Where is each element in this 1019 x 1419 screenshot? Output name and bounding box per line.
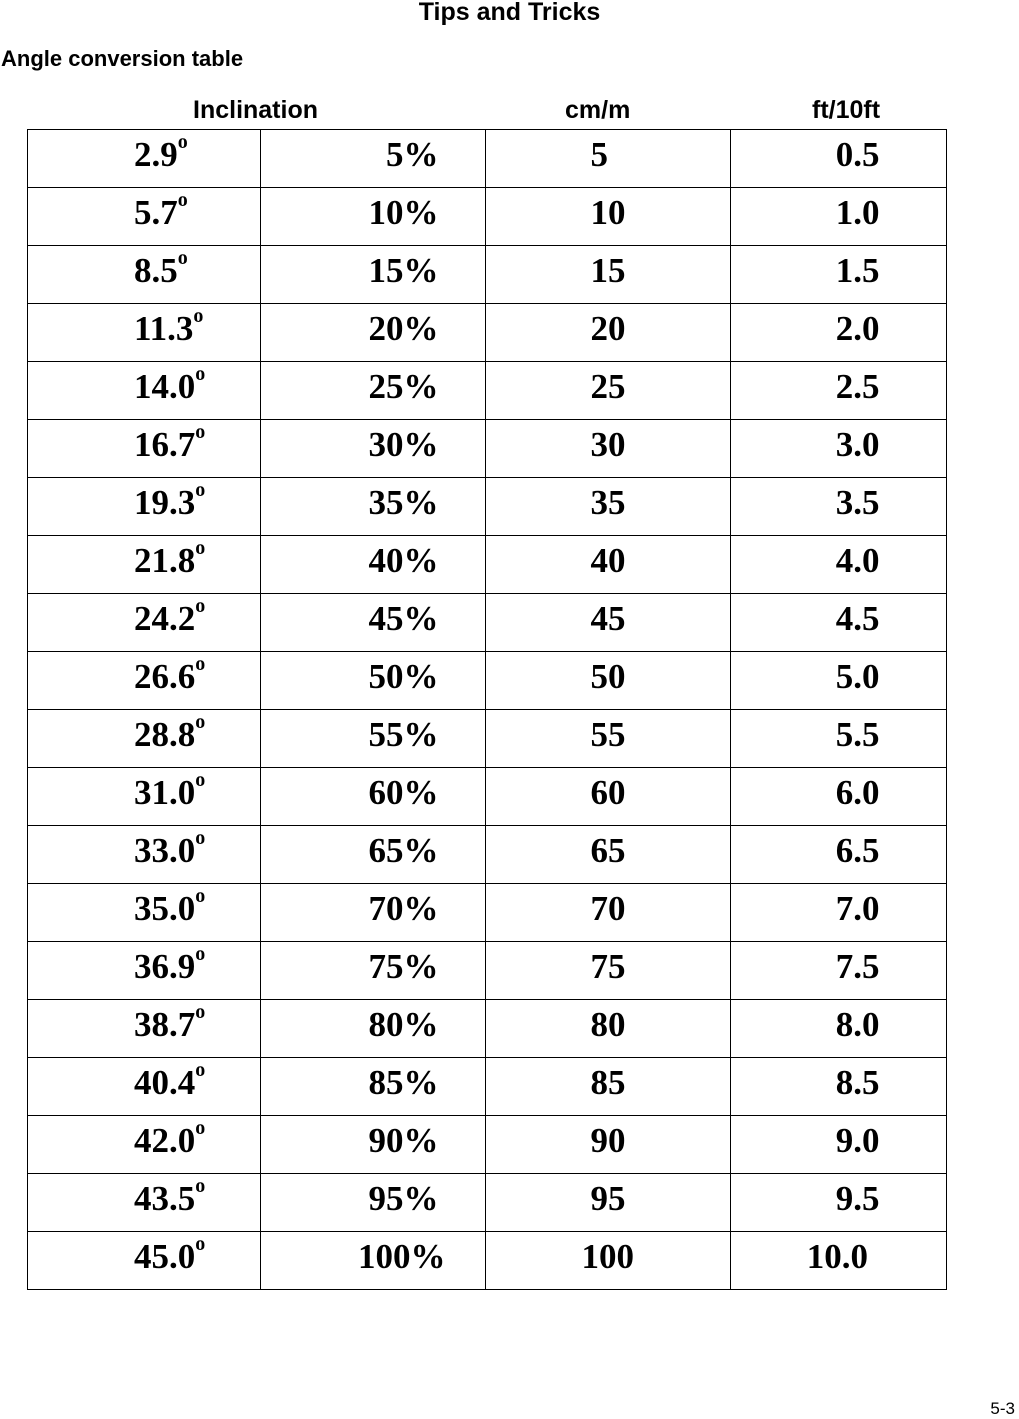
percent-value: 35% [368,483,439,522]
degree-symbol: o [193,305,204,327]
table-row [28,1232,947,1290]
ft-per-10ft-cell [730,768,946,826]
angle-number: 8.5 [134,251,178,290]
ft-per-10ft-value: 7.5 [835,947,880,986]
ft-per-10ft-cell [730,304,946,362]
percent-cell [261,1000,486,1058]
degree-symbol: o [195,1059,206,1081]
angle-value [134,537,206,580]
cm-per-m-value: 80 [590,1005,626,1044]
cm-per-m-cell [486,246,730,304]
angle-cell [28,304,261,362]
cm-per-m-cell [486,130,730,188]
percent-cell [261,362,486,420]
table-row [28,536,947,594]
ft-per-10ft-cell [730,884,946,942]
angle-value [134,595,206,638]
percent-cell [261,768,486,826]
cm-per-m-header: cm/m [565,96,631,124]
cm-per-m-value: 45 [590,599,626,638]
degree-symbol: o [195,595,206,617]
angle-cell [28,1116,261,1174]
percent-value: 80% [368,1005,439,1044]
ft-per-10ft-value: 9.5 [835,1179,880,1218]
inclination-header: Inclination [193,96,318,124]
angle-cell [28,942,261,1000]
angle-cell [28,536,261,594]
angle-cell [28,130,261,188]
ft-per-10ft-value: 7.0 [835,889,880,928]
cm-per-m-value: 25 [590,367,626,406]
cm-per-m-cell [486,188,730,246]
ft-per-10ft-cell [730,478,946,536]
cm-per-m-value: 70 [590,889,626,928]
percent-cell [261,942,486,1000]
angle-number: 38.7 [134,1005,196,1044]
ft-per-10ft-value: 2.5 [835,367,880,406]
percent-cell [261,246,486,304]
ft-per-10ft-cell [730,246,946,304]
table-row [28,942,947,1000]
section-title: Angle conversion table [1,46,244,71]
ft-per-10ft-value: 5.5 [835,715,880,754]
page-number: 5-3 [990,1399,1015,1418]
percent-cell [261,478,486,536]
degree-symbol: o [177,131,188,153]
cm-per-m-value: 35 [590,483,626,522]
angle-number: 5.7 [134,193,178,232]
percent-cell [261,420,486,478]
angle-number: 43.5 [134,1179,196,1218]
percent-cell [261,652,486,710]
percent-cell [261,1174,486,1232]
angle-number: 33.0 [134,831,196,870]
table-row [28,1174,947,1232]
percent-value: 65% [368,831,439,870]
ft-per-10ft-value: 10.0 [806,1237,868,1276]
degree-symbol: o [195,943,206,965]
angle-number: 26.6 [134,657,196,696]
percent-value: 60% [368,773,439,812]
cm-per-m-value: 95 [590,1179,626,1218]
ft-per-10ft-value: 3.5 [835,483,880,522]
angle-number: 21.8 [134,541,196,580]
degree-symbol: o [195,885,206,907]
cm-per-m-cell [486,478,730,536]
table-row [28,246,947,304]
angle-cell [28,1000,261,1058]
cm-per-m-cell [486,1058,730,1116]
angle-number: 28.8 [134,715,196,754]
degree-symbol: o [195,537,206,559]
degree-symbol: o [195,711,206,733]
ft-per-10ft-cell [730,942,946,1000]
angle-cell [28,478,261,536]
degree-symbol: o [195,421,206,443]
ft-per-10ft-value: 5.0 [835,657,880,696]
angle-cell [28,188,261,246]
percent-value: 25% [368,367,439,406]
ft-per-10ft-cell [730,188,946,246]
angle-value [134,1233,206,1276]
table-row [28,826,947,884]
cm-per-m-value: 15 [590,251,626,290]
cm-per-m-cell [486,768,730,826]
cm-per-m-value: 90 [590,1121,626,1160]
ft-per-10ft-value: 4.0 [835,541,880,580]
angle-cell [28,1232,261,1290]
cm-per-m-cell [486,1116,730,1174]
cm-per-m-cell [486,304,730,362]
cm-per-m-cell [486,710,730,768]
page-title: Tips and Tricks [418,0,601,26]
ft-per-10ft-value: 4.5 [835,599,880,638]
angle-value [134,827,206,870]
degree-symbol: o [195,1001,206,1023]
angle-number: 11.3 [134,309,194,348]
angle-number: 24.2 [134,599,196,638]
angle-number: 14.0 [134,367,196,406]
table-row [28,130,947,188]
angle-number: 16.7 [134,425,196,464]
ft-per-10ft-value: 6.5 [835,831,880,870]
table-row [28,884,947,942]
percent-value: 55% [368,715,439,754]
cm-per-m-value: 55 [590,715,626,754]
ft-per-10ft-header: ft/10ft [812,96,881,124]
cm-per-m-value: 60 [590,773,626,812]
ft-per-10ft-cell [730,652,946,710]
angle-cell [28,1174,261,1232]
percent-cell [261,710,486,768]
ft-per-10ft-value: 6.0 [835,773,880,812]
angle-value [134,131,188,174]
angle-value [134,885,206,928]
ft-per-10ft-cell [730,420,946,478]
angle-number: 35.0 [134,889,196,928]
cm-per-m-value: 75 [590,947,626,986]
percent-cell [261,130,486,188]
degree-symbol: o [195,479,206,501]
degree-symbol: o [195,1117,206,1139]
table-row [28,1000,947,1058]
angle-cell [28,884,261,942]
percent-value: 40% [368,541,439,580]
percent-value: 5% [385,135,439,174]
angle-cell [28,420,261,478]
cm-per-m-value: 65 [590,831,626,870]
ft-per-10ft-value: 3.0 [835,425,880,464]
cm-per-m-cell [486,536,730,594]
table-row [28,1058,947,1116]
percent-value: 100% [357,1237,446,1276]
degree-symbol: o [195,1175,206,1197]
angle-value [134,943,206,986]
angle-value [134,363,206,406]
ft-per-10ft-value: 8.5 [835,1063,880,1102]
cm-per-m-value: 50 [590,657,626,696]
ft-per-10ft-cell [730,1000,946,1058]
cm-per-m-cell [486,942,730,1000]
angle-cell [28,768,261,826]
ft-per-10ft-value: 0.5 [835,135,880,174]
degree-symbol: o [195,363,206,385]
cm-per-m-cell [486,420,730,478]
table-row [28,1116,947,1174]
percent-value: 15% [368,251,439,290]
angle-cell [28,594,261,652]
angle-number: 45.0 [134,1237,196,1276]
cm-per-m-cell [486,652,730,710]
angle-value [134,1001,206,1044]
ft-per-10ft-cell [730,1116,946,1174]
angle-cell [28,652,261,710]
degree-symbol: o [177,189,188,211]
angle-value [134,711,206,754]
cm-per-m-value: 40 [590,541,626,580]
cm-per-m-cell [486,1174,730,1232]
percent-value: 30% [368,425,439,464]
percent-value: 70% [368,889,439,928]
percent-cell [261,536,486,594]
percent-value: 45% [368,599,439,638]
table-row [28,768,947,826]
percent-cell [261,826,486,884]
cm-per-m-value: 30 [590,425,626,464]
percent-value: 90% [368,1121,439,1160]
cm-per-m-value: 100 [581,1237,634,1276]
ft-per-10ft-cell [730,710,946,768]
cm-per-m-value: 5 [590,135,608,174]
table-body [28,130,947,1290]
ft-per-10ft-value: 8.0 [835,1005,880,1044]
percent-cell [261,884,486,942]
percent-cell [261,1116,486,1174]
angle-value [134,479,206,522]
cm-per-m-value: 20 [590,309,626,348]
angle-value [134,1117,206,1160]
angle-number: 31.0 [134,773,196,812]
percent-cell [261,1058,486,1116]
angle-value [134,769,206,812]
table-row [28,652,947,710]
angle-value [134,421,206,464]
ft-per-10ft-value: 9.0 [835,1121,880,1160]
cm-per-m-value: 85 [590,1063,626,1102]
percent-value: 95% [368,1179,439,1218]
angle-value [134,189,188,232]
angle-value [134,1059,206,1102]
angle-number: 2.9 [134,135,178,174]
cm-per-m-cell [486,826,730,884]
cm-per-m-cell [486,1000,730,1058]
cm-per-m-cell [486,594,730,652]
cm-per-m-cell [486,1232,730,1290]
cm-per-m-value: 10 [590,193,626,232]
percent-value: 10% [368,193,439,232]
degree-symbol: o [195,653,206,675]
cm-per-m-cell [486,884,730,942]
percent-value: 20% [368,309,439,348]
percent-cell [261,188,486,246]
angle-number: 36.9 [134,947,196,986]
table-row [28,478,947,536]
percent-value: 75% [368,947,439,986]
angle-conversion-table [27,129,947,1290]
table-row [28,188,947,246]
percent-value: 85% [368,1063,439,1102]
ft-per-10ft-value: 1.0 [835,193,880,232]
ft-per-10ft-cell [730,130,946,188]
ft-per-10ft-cell [730,1058,946,1116]
degree-symbol: o [177,247,188,269]
angle-cell [28,362,261,420]
angle-value [134,653,206,696]
angle-value [134,247,188,290]
ft-per-10ft-cell [730,1232,946,1290]
angle-number: 19.3 [134,483,196,522]
ft-per-10ft-cell [730,536,946,594]
table-row [28,362,947,420]
table-row [28,594,947,652]
percent-cell [261,304,486,362]
ft-per-10ft-cell [730,1174,946,1232]
table-row [28,304,947,362]
ft-per-10ft-cell [730,362,946,420]
angle-value [134,305,204,348]
angle-value [134,1175,206,1218]
ft-per-10ft-cell [730,826,946,884]
percent-value: 50% [368,657,439,696]
degree-symbol: o [195,1233,206,1255]
ft-per-10ft-value: 2.0 [835,309,880,348]
cm-per-m-cell [486,362,730,420]
percent-cell [261,1232,486,1290]
degree-symbol: o [195,769,206,791]
ft-per-10ft-cell [730,594,946,652]
degree-symbol: o [195,827,206,849]
ft-per-10ft-value: 1.5 [835,251,880,290]
angle-cell [28,710,261,768]
angle-number: 40.4 [134,1063,196,1102]
angle-cell [28,1058,261,1116]
angle-cell [28,246,261,304]
table-row [28,420,947,478]
angle-cell [28,826,261,884]
angle-number: 42.0 [134,1121,196,1160]
table-row [28,710,947,768]
percent-cell [261,594,486,652]
